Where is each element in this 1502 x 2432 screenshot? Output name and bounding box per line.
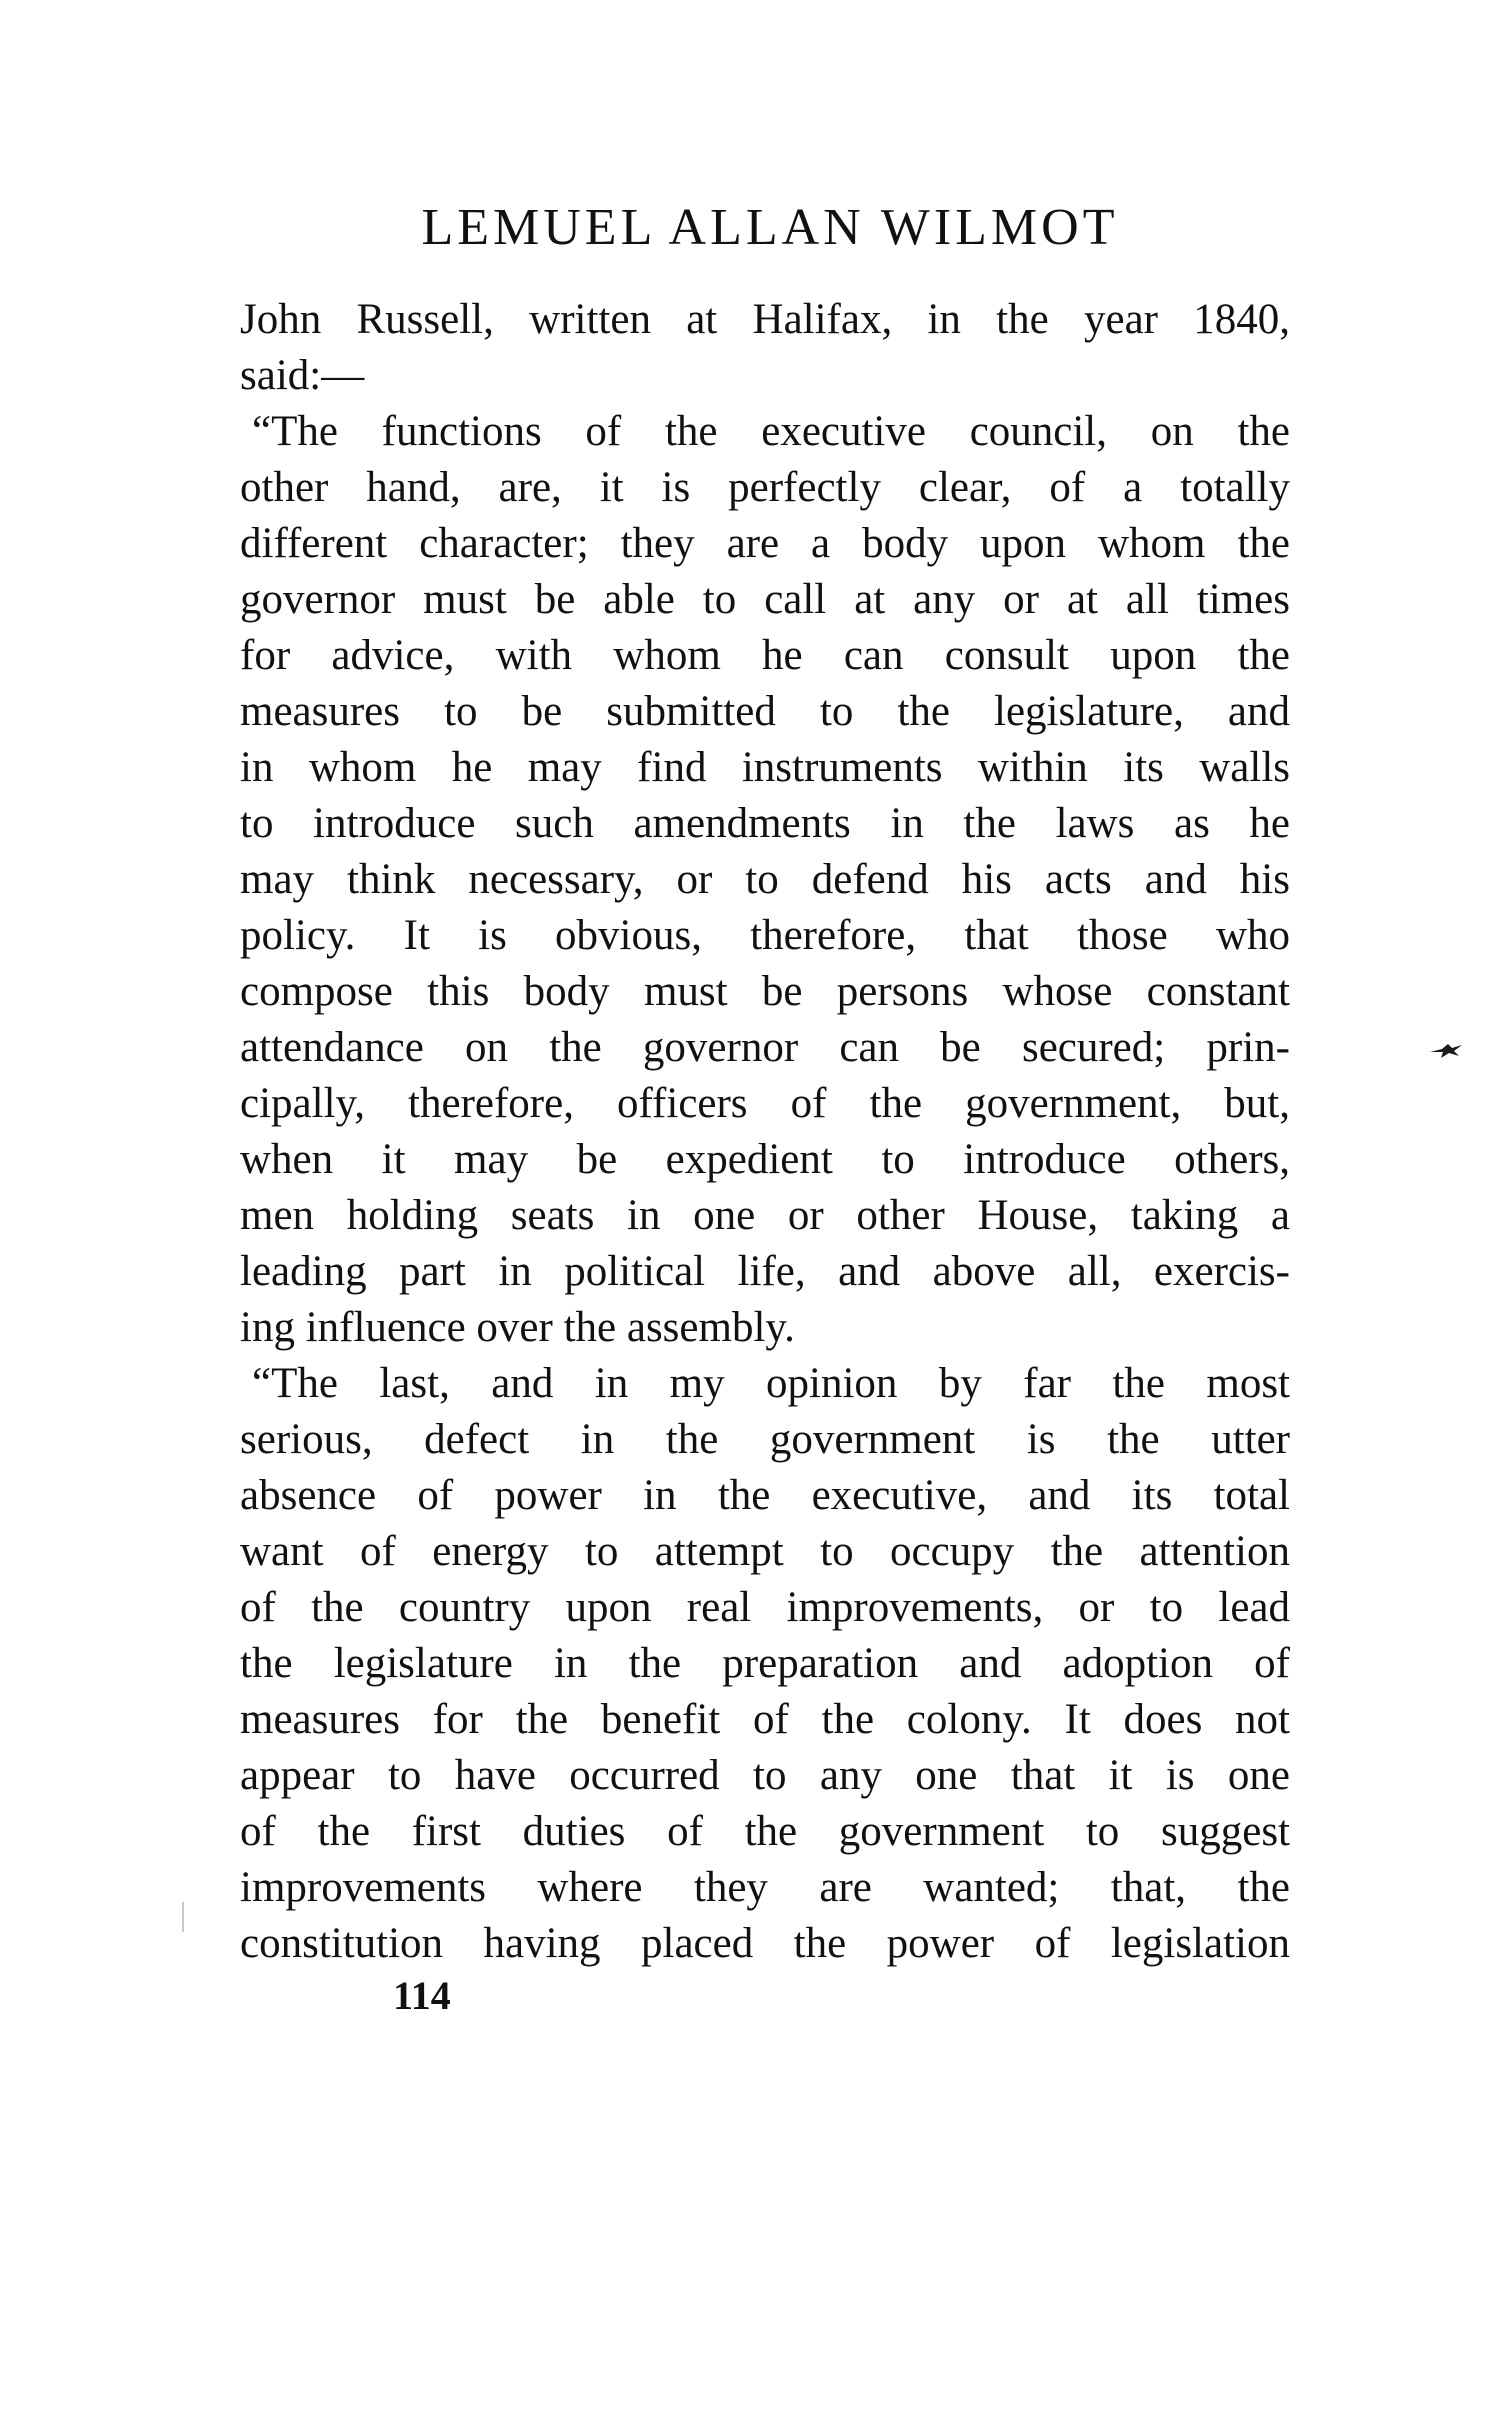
text-line: to introduce such amendments in the laws as he — [240, 800, 1290, 847]
text-line: may think necessary, or to defend his acts and his — [240, 856, 1290, 903]
text-line: men holding seats in one or other House, taking a — [240, 1192, 1290, 1239]
text-line: constitution having placed the power of legislation — [240, 1920, 1290, 1967]
text-line: want of energy to attempt to occupy the attention — [240, 1528, 1290, 1575]
text-line: cipally, therefore, officers of the government, but, — [240, 1080, 1290, 1127]
text-line: improvements where they are wanted; that, the — [240, 1864, 1290, 1911]
text-line: serious, defect in the government is the utter — [240, 1416, 1290, 1463]
ink-blot-mark — [1428, 1040, 1464, 1060]
text-line: attendance on the governor can be secured; prin- — [240, 1024, 1290, 1071]
text-line: policy. It is obvious, therefore, that those who — [240, 912, 1290, 959]
page-number: 114 — [393, 1973, 451, 2018]
text-line: appear to have occurred to any one that it is one — [240, 1752, 1290, 1799]
text-line: of the country upon real improvements, or to lead — [240, 1584, 1290, 1631]
text-line: other hand, are, it is perfectly clear, of a totally — [240, 464, 1290, 511]
text-line: the legislature in the preparation and adoption of — [240, 1640, 1290, 1687]
text-line: compose this body must be persons whose constant — [240, 968, 1290, 1015]
text-line: leading part in political life, and above all, exercis- — [240, 1248, 1290, 1295]
text-line: John Russell, written at Halifax, in the year 1840, — [240, 296, 1290, 343]
text-line: “The functions of the executive council, on the — [252, 408, 1290, 455]
margin-speck — [182, 1902, 184, 1932]
text-line: “The last, and in my opinion by far the most — [252, 1360, 1290, 1407]
text-line: absence of power in the executive, and its total — [240, 1472, 1290, 1519]
text-line: different character; they are a body upon whom the — [240, 520, 1290, 567]
text-line: said:— — [240, 352, 365, 399]
text-line: measures to be submitted to the legislature, and — [240, 688, 1290, 735]
text-line: ing influence over the assembly. — [240, 1304, 795, 1351]
text-line: governor must be able to call at any or at all times — [240, 576, 1290, 623]
text-line: measures for the benefit of the colony. It does not — [240, 1696, 1290, 1743]
text-line: for advice, with whom he can consult upon the — [240, 632, 1290, 679]
text-line: of the first duties of the government to suggest — [240, 1808, 1290, 1855]
running-head: LEMUEL ALLAN WILMOT — [421, 199, 1119, 256]
text-line: when it may be expedient to introduce others, — [240, 1136, 1290, 1183]
text-line: in whom he may find instruments within its walls — [240, 744, 1290, 791]
